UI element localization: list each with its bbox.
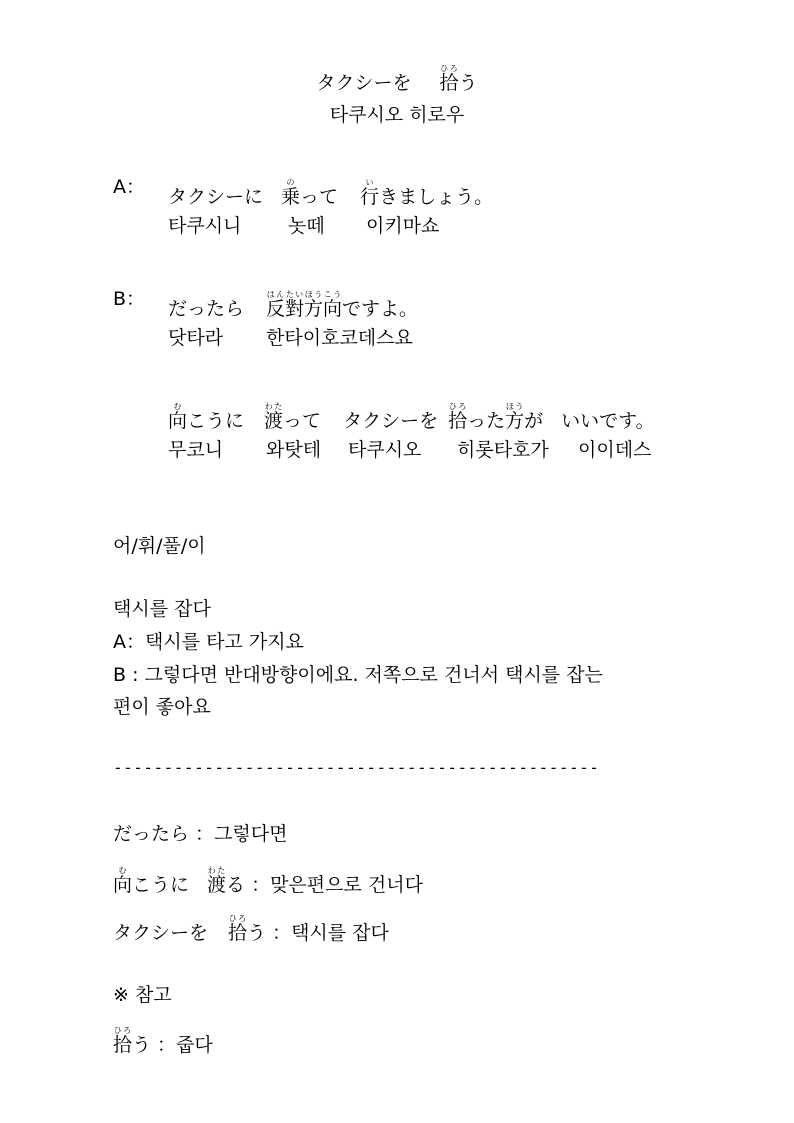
line-a-kr-3: 이키마쇼 (366, 215, 440, 237)
translation-line-a: A：택시를 타고 가지요 (113, 631, 304, 653)
line-b-kr-2: 한타이호코데스요 (266, 327, 413, 349)
line-a-kanji-2: 行い (360, 178, 380, 208)
line-b2-kr-5: 이이데스 (578, 439, 652, 461)
glossary-item-2-kanji-2: 渡わた (207, 866, 227, 896)
line-b2-kanji-3: 拾ひろ (448, 402, 468, 432)
line-a-kr-2: 놋떼 (288, 215, 325, 237)
line-b2-jp: 向むこうに 渡わたって タクシーを 拾ひろった方ほうが いいです。 (168, 402, 655, 432)
title-korean: 타쿠시오 히로우 (329, 104, 465, 126)
speaker-b: B： (113, 288, 146, 310)
divider: ------------------------------------------------ (113, 758, 600, 777)
line-b-jp: だったら 反對方向はんたいほうこうですよ。 (168, 290, 419, 320)
note-kanji: 拾ひろ (113, 1026, 133, 1056)
glossary-item-3: タクシーを 拾ひろう ：택시를 잡다 (113, 914, 389, 944)
translation-line-b1: B : 그렇다면 반대방향이에요. 저쪽으로 건너서 택시를 잡는 (113, 664, 603, 686)
glossary-item-2-kanji-1: 向む (113, 866, 133, 896)
glossary-item-1: だったら ：그렇다면 (113, 823, 288, 845)
line-b2-kanji-4: 方ほう (505, 402, 525, 432)
line-a-jp: タクシーに 乗のって 行いきましょう。 (168, 178, 494, 208)
line-b2-kr-2: 와탓테 (266, 439, 322, 461)
glossary-item-2: 向むこうに 渡わたる ：맞은편으로 건너다 (113, 866, 423, 896)
note-item: 拾ひろう ：줍다 (113, 1026, 213, 1056)
glossary-item-3-kanji: 拾ひろ (228, 914, 248, 944)
translation-heading: 택시를 잡다 (113, 598, 211, 620)
title-jp-prefix: タクシーを (316, 72, 412, 94)
translation-line-b2: 편이 좋아요 (113, 696, 211, 718)
speaker-a: A： (113, 176, 145, 198)
line-b-kr-1: 닷타라 (168, 327, 224, 349)
line-b2-kr-1: 무코니 (168, 439, 224, 461)
note-heading: ※ 참고 (113, 984, 172, 1006)
line-b2-kr-4: 히롯타호가 (457, 439, 549, 461)
title-jp-kanji: 拾ひろ (439, 64, 459, 94)
vocab-heading: 어/휘/풀/이 (113, 535, 206, 557)
line-b2-kanji-1: 向む (168, 402, 188, 432)
title-japanese (0, 64, 794, 93)
line-b2-kr-3: 타쿠시오 (348, 439, 422, 461)
title-jp-suffix: う (458, 72, 478, 94)
line-a-kanji-1: 乗の (281, 178, 301, 208)
line-b-kanji: 反對方向はんたいほうこう (266, 290, 343, 320)
line-b2-kanji-2: 渡わた (264, 402, 284, 432)
line-a-kr-1: 타쿠시니 (168, 215, 242, 237)
